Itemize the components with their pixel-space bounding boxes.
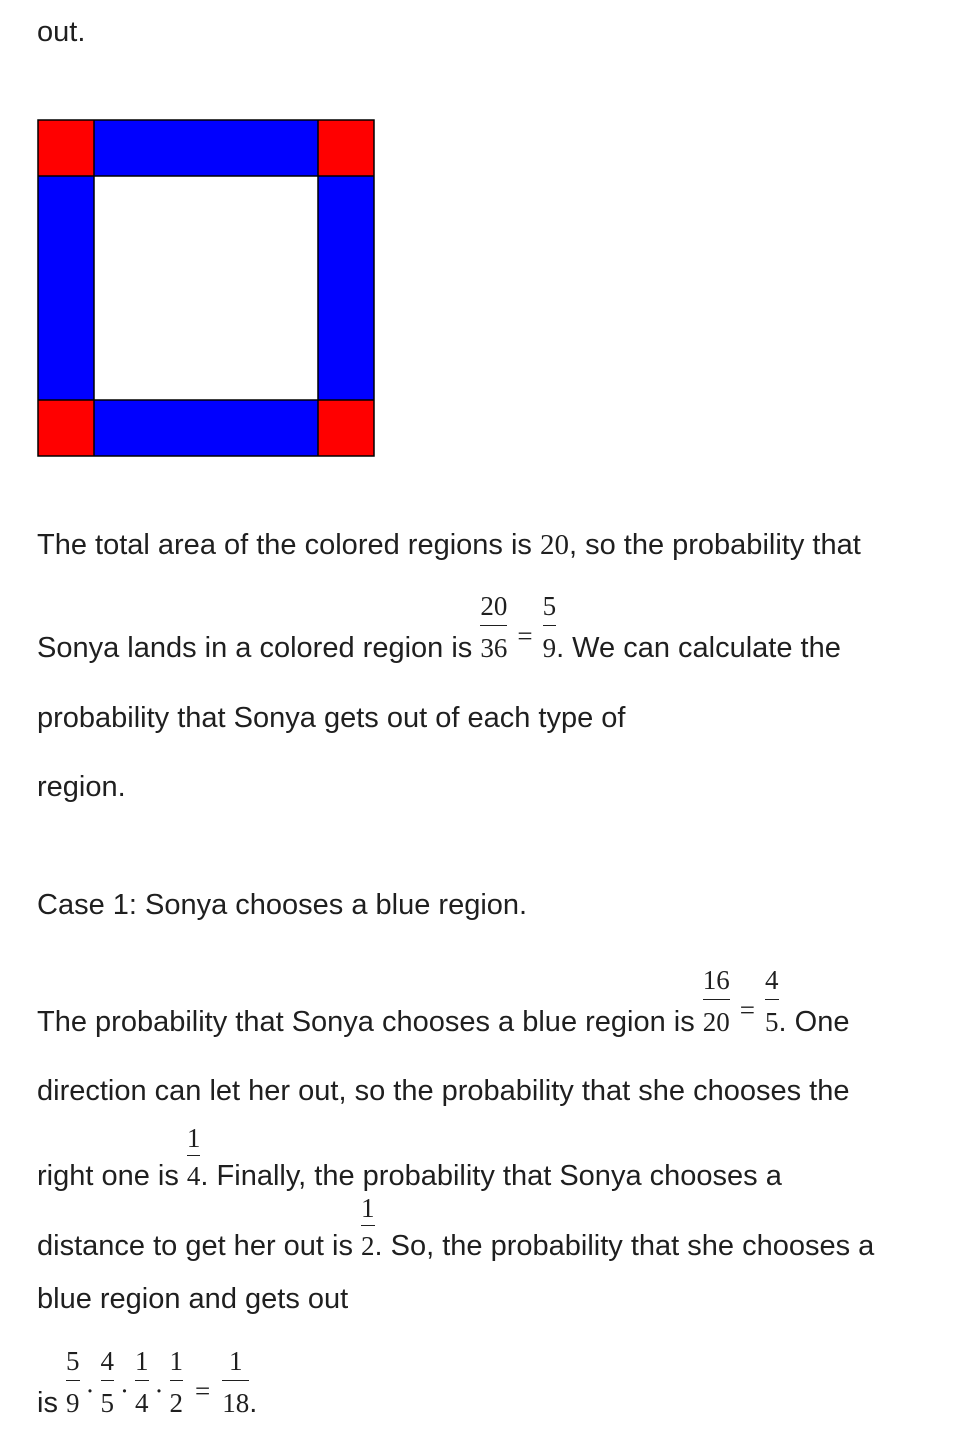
para2-line1: The probability that Sonya chooses a blue region is $\frac{16}{20}$ = $\frac{4}{5}$ . One: [37, 965, 850, 1038]
fraction-5-9: $\frac{5}{9}$: [66, 1346, 80, 1418]
fraction-1-18: $\frac{1}{18}$: [222, 1346, 250, 1418]
para2-line5: blue region and gets out: [37, 1283, 349, 1315]
intro-tail-text: out.: [37, 16, 86, 48]
bottom-left-red-region: [38, 400, 94, 456]
right-blue-region: [318, 176, 374, 400]
para2-line2: direction can let her out, so the probability that she chooses the: [37, 1075, 850, 1107]
fraction-1-2: $\frac{1}{2}$: [169, 1346, 183, 1418]
center-white-region: [94, 176, 318, 400]
top-left-red-region: [38, 120, 94, 176]
case1-heading: Case 1: Sonya chooses a blue region.: [37, 889, 528, 921]
para1-line3: probability that Sonya gets out of each type of: [37, 702, 626, 734]
fraction-1-2: $\frac{1}{2}$: [361, 1193, 375, 1261]
para2-line6: is $\frac{5}{9}$ · $\frac{4}{5}$ · $\frac{1}{4}$ · $\frac{1}{2}$ = $\frac{1}{18}$ .: [37, 1346, 258, 1419]
para1-line1: The total area of the colored regions is 20, so the probability that: [37, 529, 861, 561]
fraction-4-5: $\frac{4}{5}$: [765, 965, 779, 1037]
para2-line4: distance to get her out is $\frac{1}{2}$ . So, the probability that she chooses a: [37, 1193, 875, 1262]
fraction-1-4: $\frac{1}{4}$: [135, 1346, 149, 1418]
bottom-blue-region: [94, 400, 318, 456]
fraction-5-9: $\frac{5}{9}$: [542, 591, 557, 663]
para1-line2: Sonya lands in a colored region is $\frac{20}{36}$ = $\frac{5}{9}$ . We can calculate the: [37, 591, 841, 664]
top-right-red-region: [318, 120, 374, 176]
para2-line3: right one is $\frac{1}{4}$ . Finally, the probability that Sonya chooses a: [37, 1123, 782, 1192]
left-blue-region: [38, 176, 94, 400]
fraction-1-4: $\frac{1}{4}$: [186, 1123, 201, 1191]
fraction-20-36: $\frac{20}{36}$: [480, 591, 508, 663]
area-value: 20: [539, 529, 569, 561]
fraction-4-5: $\frac{4}{5}$: [100, 1346, 114, 1418]
colored-regions-figure: [37, 119, 375, 457]
para1-line4: region.: [37, 771, 126, 803]
fraction-16-20: $\frac{16}{20}$: [702, 965, 730, 1037]
bottom-right-red-region: [318, 400, 374, 456]
top-blue-region: [94, 120, 318, 176]
